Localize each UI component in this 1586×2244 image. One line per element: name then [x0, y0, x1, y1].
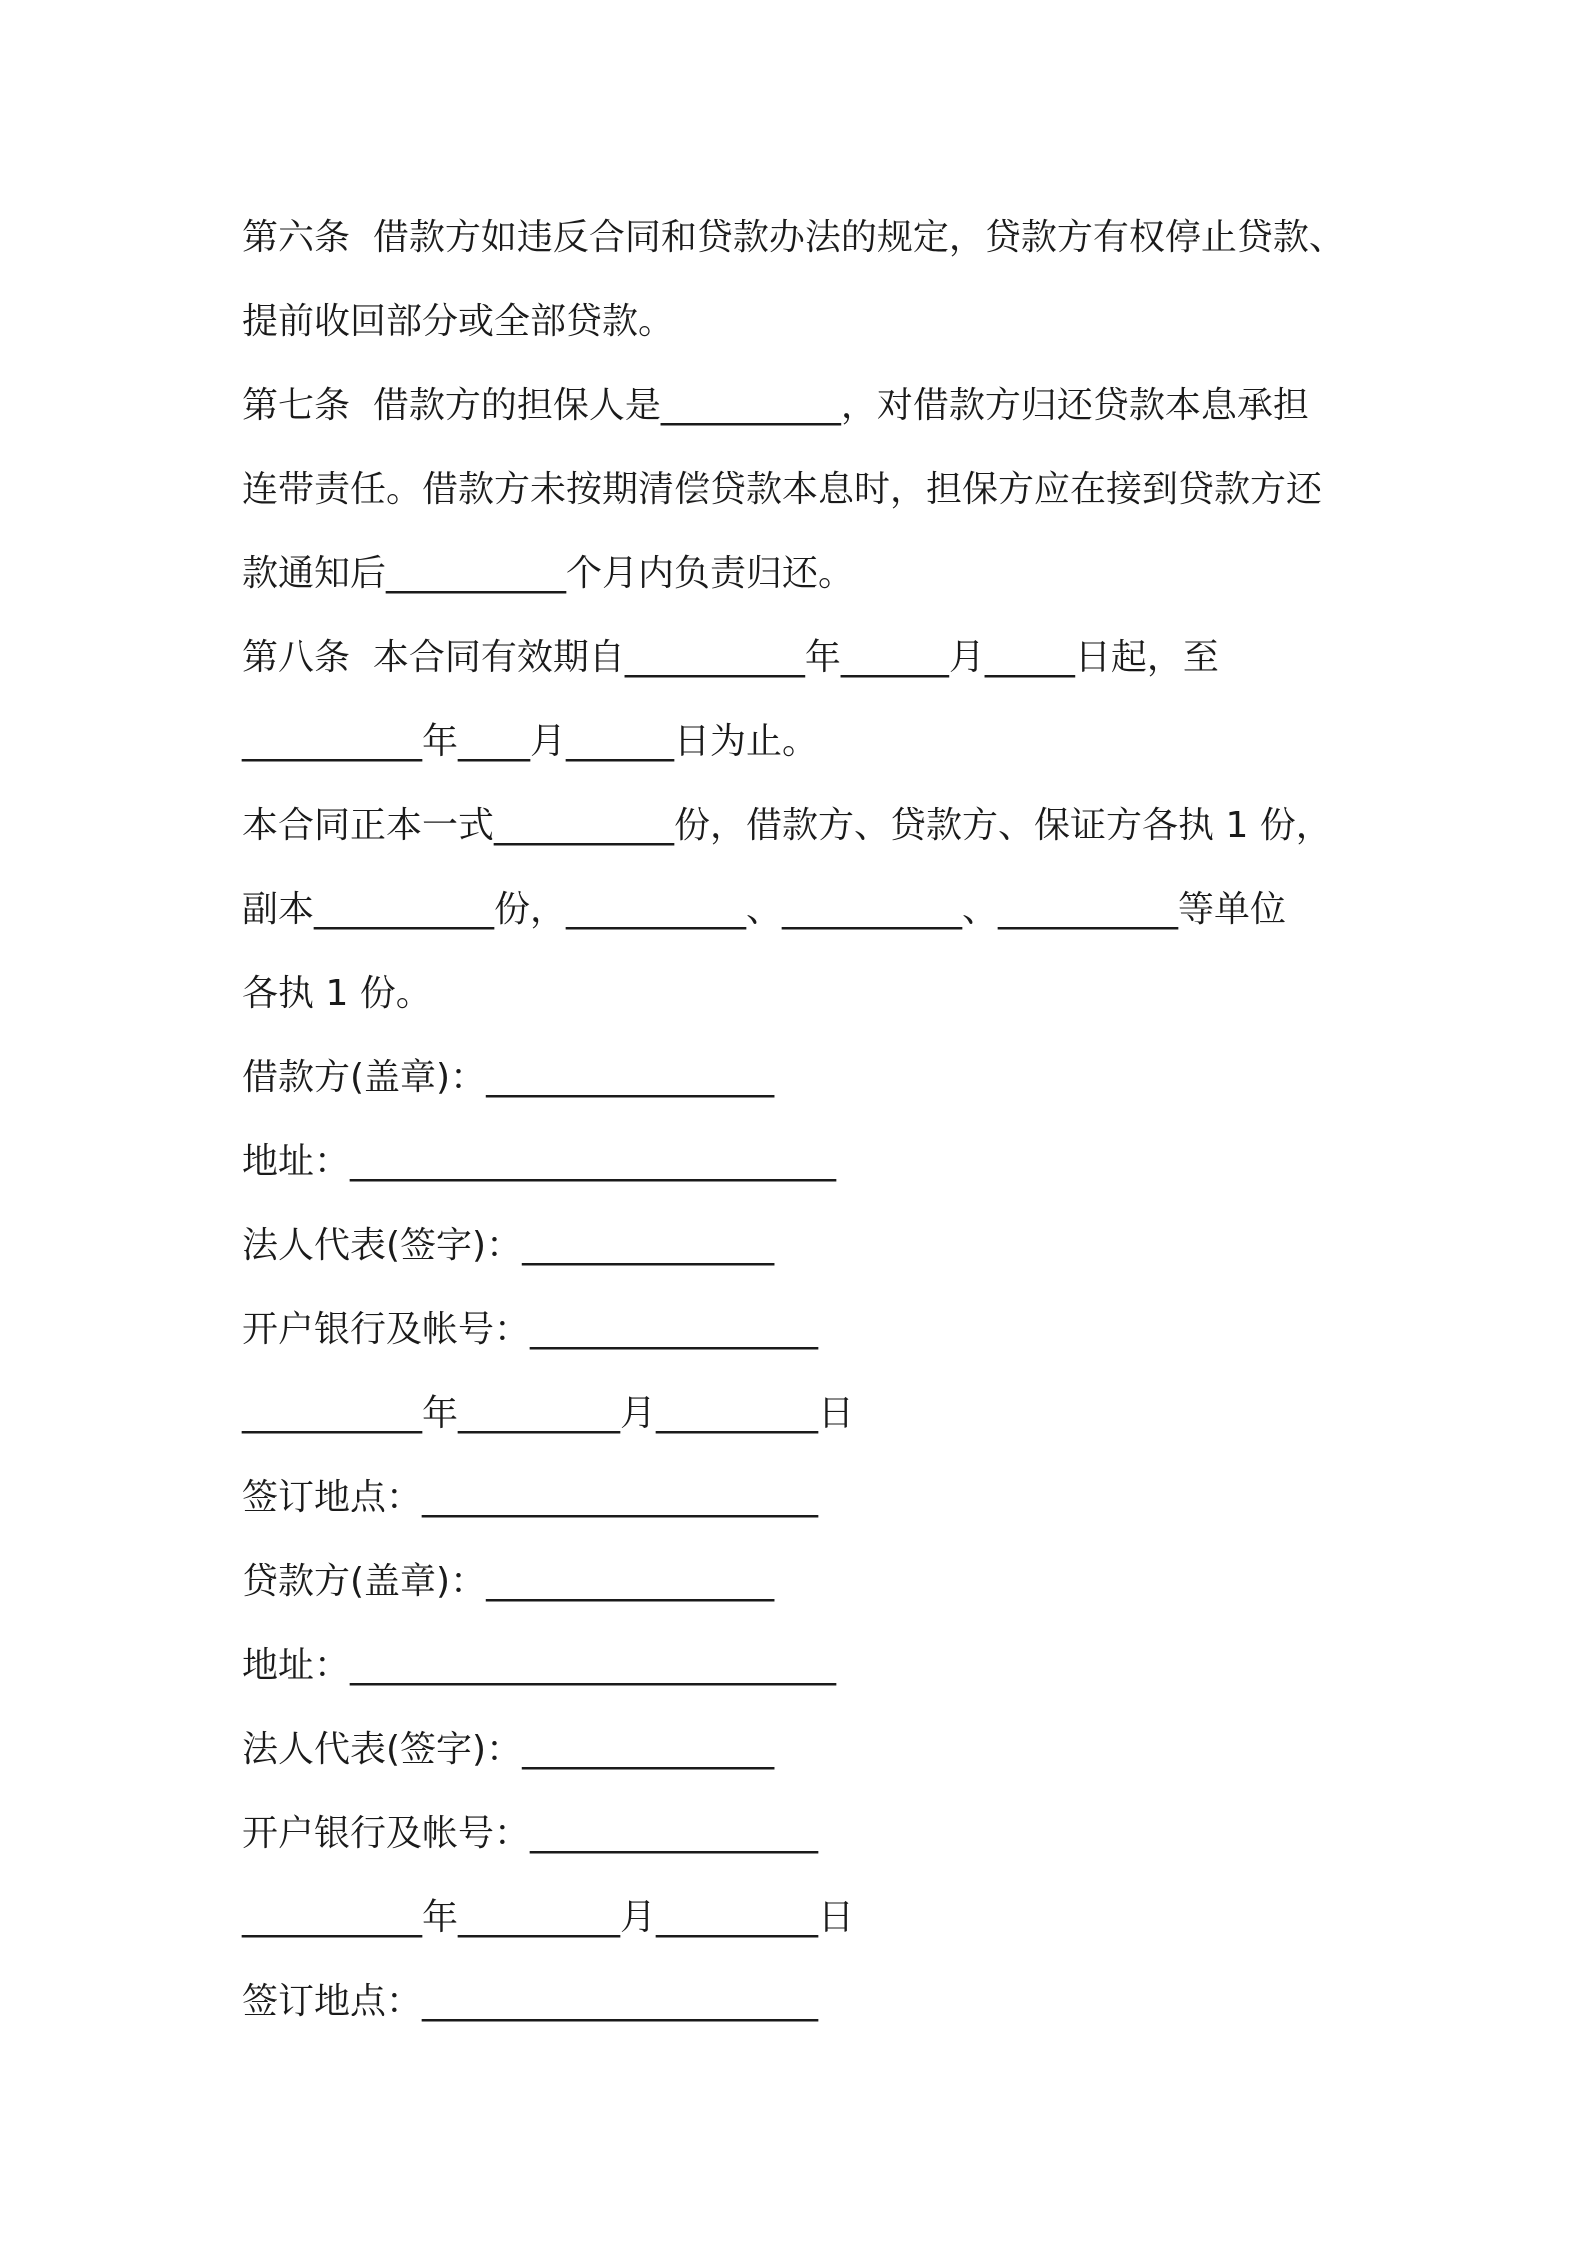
lender-legal-rep-field: 法人代表(签字)：______________ — [242, 1729, 775, 1770]
article-7-line-1: 第七条 借款方的担保人是__________，对借款方归还贷款本息承担 — [242, 385, 1309, 426]
copies-line-3: 各执 1 份。 — [242, 973, 432, 1014]
lender-address-field: 地址：___________________________ — [242, 1645, 837, 1686]
copies-line-2: 副本__________份，__________、__________、__________等单位 — [242, 889, 1286, 930]
article-7-line-3: 款通知后__________个月内负责归还。 — [242, 553, 855, 594]
lender-bank-account-field: 开户银行及帐号：________________ — [242, 1813, 819, 1854]
borrower-address-field: 地址：___________________________ — [242, 1141, 837, 1182]
borrower-signing-place-field: 签订地点：______________________ — [242, 1477, 819, 1518]
borrower-bank-account-field: 开户银行及帐号：________________ — [242, 1309, 819, 1350]
article-6-line-2: 提前收回部分或全部贷款。 — [242, 301, 675, 342]
article-6-line-1: 第六条 借款方如违反合同和贷款办法的规定，贷款方有权停止贷款、 — [242, 217, 1345, 258]
copies-line-1: 本合同正本一式__________份，借款方、贷款方、保证方各执 1 份， — [242, 805, 1332, 846]
document-body — [242, 196, 1382, 2044]
borrower-seal-field: 借款方(盖章)：________________ — [242, 1057, 775, 1098]
article-7-line-2: 连带责任。借款方未按期清偿贷款本息时，担保方应在接到贷款方还 — [242, 469, 1323, 510]
article-8-line-2: __________年____月______日为止。 — [242, 721, 819, 762]
borrower-date-field: __________年_________月_________日 — [242, 1393, 854, 1434]
lender-seal-field: 贷款方(盖章)：________________ — [242, 1561, 775, 1602]
lender-date-field: __________年_________月_________日 — [242, 1897, 854, 1938]
article-8-line-1: 第八条 本合同有效期自__________年______月_____日起，至 — [242, 637, 1219, 678]
lender-signing-place-field: 签订地点：______________________ — [242, 1981, 819, 2022]
borrower-legal-rep-field: 法人代表(签字)：______________ — [242, 1225, 775, 1266]
